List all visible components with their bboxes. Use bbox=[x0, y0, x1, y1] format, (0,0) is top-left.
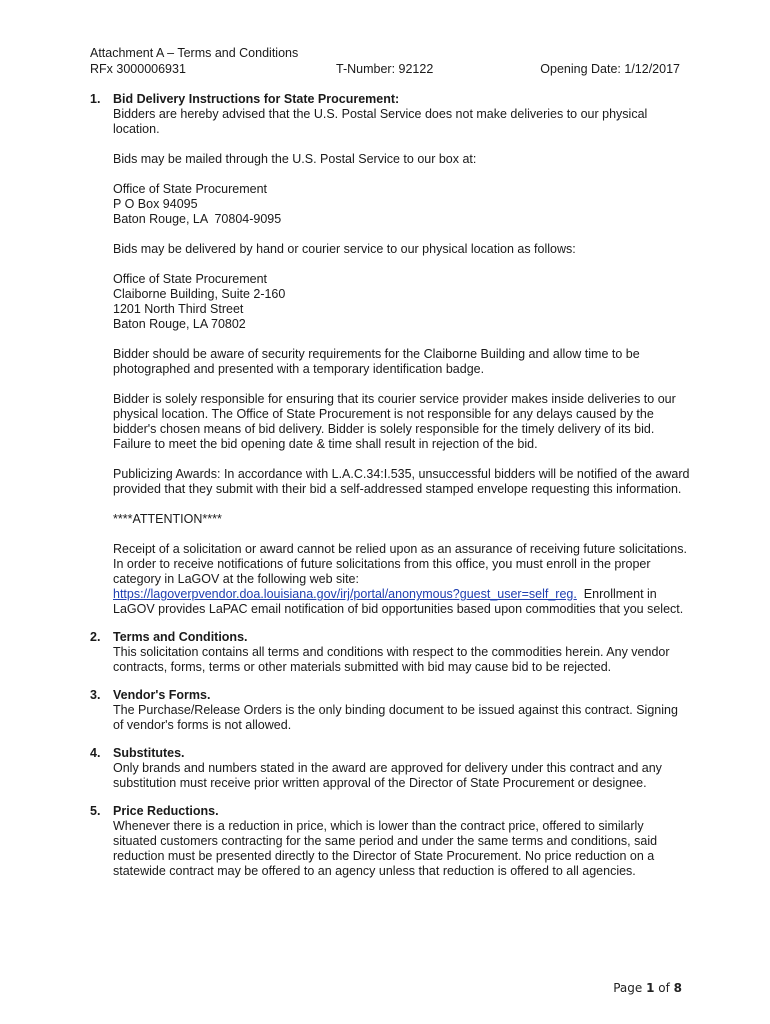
page-footer bbox=[613, 981, 682, 995]
address-line: 1201 North Third Street bbox=[113, 302, 244, 316]
address-line: Office of State Procurement bbox=[113, 182, 268, 196]
section-title: Vendor's Forms. bbox=[113, 688, 211, 702]
section-5 bbox=[90, 804, 690, 879]
paragraph: Bids may be mailed through the U.S. Postal Service to our box at: bbox=[113, 152, 477, 166]
of-label: of bbox=[654, 981, 674, 995]
rfx-number: RFx 3000006931 bbox=[90, 62, 186, 76]
attachment-title: Attachment A – Terms and Conditions bbox=[90, 46, 299, 60]
section-4 bbox=[90, 746, 690, 791]
physical-address bbox=[113, 272, 690, 332]
page-number: 1 bbox=[646, 981, 655, 995]
section-1 bbox=[90, 92, 690, 617]
document-header bbox=[90, 45, 690, 77]
section-3 bbox=[90, 688, 690, 733]
address-line: Office of State Procurement bbox=[113, 272, 268, 286]
paragraph: Bidder should be aware of security requirements for the Claiborne Building and allow time to be photographed and presented with a temporary identification badge. bbox=[113, 347, 640, 376]
paragraph: Publicizing Awards: In accordance with L.A.C.34:I.535, unsuccessful bidders will be notified of the award provided that they submit with their bid a self-addressed stamped envelope requesting this information. bbox=[113, 467, 690, 496]
page-label: Page bbox=[613, 981, 647, 995]
section-title: Bid Delivery Instructions for State Procurement: bbox=[113, 92, 400, 106]
t-number: T-Number: 92122 bbox=[336, 62, 434, 76]
paragraph: This solicitation contains all terms and conditions with respect to the commodities herein. Any vendor contracts, forms, terms or other materials submitted with bid may cause bid to be rejected. bbox=[113, 645, 670, 674]
paragraph: Only brands and numbers stated in the award are approved for delivery under this contract and any substitution must receive prior written approval of the Director of State Procurement or designee. bbox=[113, 761, 662, 790]
section-title: Price Reductions. bbox=[113, 804, 219, 818]
enrollment-text: Receipt of a solicitation or award cannot be relied upon as an assurance of receiving future solicitations. In order to receive notifications of future solicitations from this office, you must enroll in the proper category in LaGOV at the following web site: bbox=[113, 542, 687, 586]
section-title: Terms and Conditions. bbox=[113, 630, 248, 644]
paragraph bbox=[113, 542, 690, 617]
attention-notice: ****ATTENTION**** bbox=[113, 512, 222, 526]
section-number: 2. bbox=[90, 630, 101, 644]
section-number: 1. bbox=[90, 92, 101, 106]
mailing-address bbox=[113, 182, 690, 227]
section-2 bbox=[90, 630, 690, 675]
address-line: Baton Rouge, LA 70804-9095 bbox=[113, 212, 282, 226]
lagov-registration-link[interactable]: https://lagoverpvendor.doa.louisiana.gov/irj/portal/anonymous?guest_user=self_reg. bbox=[113, 587, 577, 601]
address-line: Claiborne Building, Suite 2-160 bbox=[113, 287, 286, 301]
paragraph: Bids may be delivered by hand or courier service to our physical location as follows: bbox=[113, 242, 576, 256]
page-total: 8 bbox=[673, 981, 682, 995]
enrollment-text-cont: Enrollment in LaGOV provides LaPAC email notification of bid opportunities based upon commodities that you select. bbox=[113, 587, 684, 616]
section-number: 5. bbox=[90, 804, 101, 818]
paragraph: The Purchase/Release Orders is the only binding document to be issued against this contract. Signing of vendor's forms is not allowed. bbox=[113, 703, 678, 732]
address-line: Baton Rouge, LA 70802 bbox=[113, 317, 246, 331]
paragraph: Bidder is solely responsible for ensuring that its courier service provider makes inside deliveries to our physical location. The Office of State Procurement is not responsible for any delays caused by the bidder's chosen means of bid delivery. Bidder is solely responsible for the timely delivery of its bid. Failure to meet the bid opening date & time shall result in rejection of the bid. bbox=[113, 392, 676, 451]
section-number: 4. bbox=[90, 746, 101, 760]
address-line: P O Box 94095 bbox=[113, 197, 198, 211]
document-body bbox=[90, 92, 690, 892]
section-title: Substitutes. bbox=[113, 746, 185, 760]
paragraph: Bidders are hereby advised that the U.S. Postal Service does not make deliveries to our physical location. bbox=[113, 107, 648, 136]
section-number: 3. bbox=[90, 688, 101, 702]
opening-date: Opening Date: 1/12/2017 bbox=[540, 62, 680, 76]
paragraph: Whenever there is a reduction in price, which is lower than the contract price, offered to similarly situated customers contracting for the same period and under the same terms and conditions, said reduction must be presented directly to the Director of State Procurement. No price reduction on a statewide contract may be offered to an agency unless that reduction is offered to all agencies. bbox=[113, 819, 658, 878]
